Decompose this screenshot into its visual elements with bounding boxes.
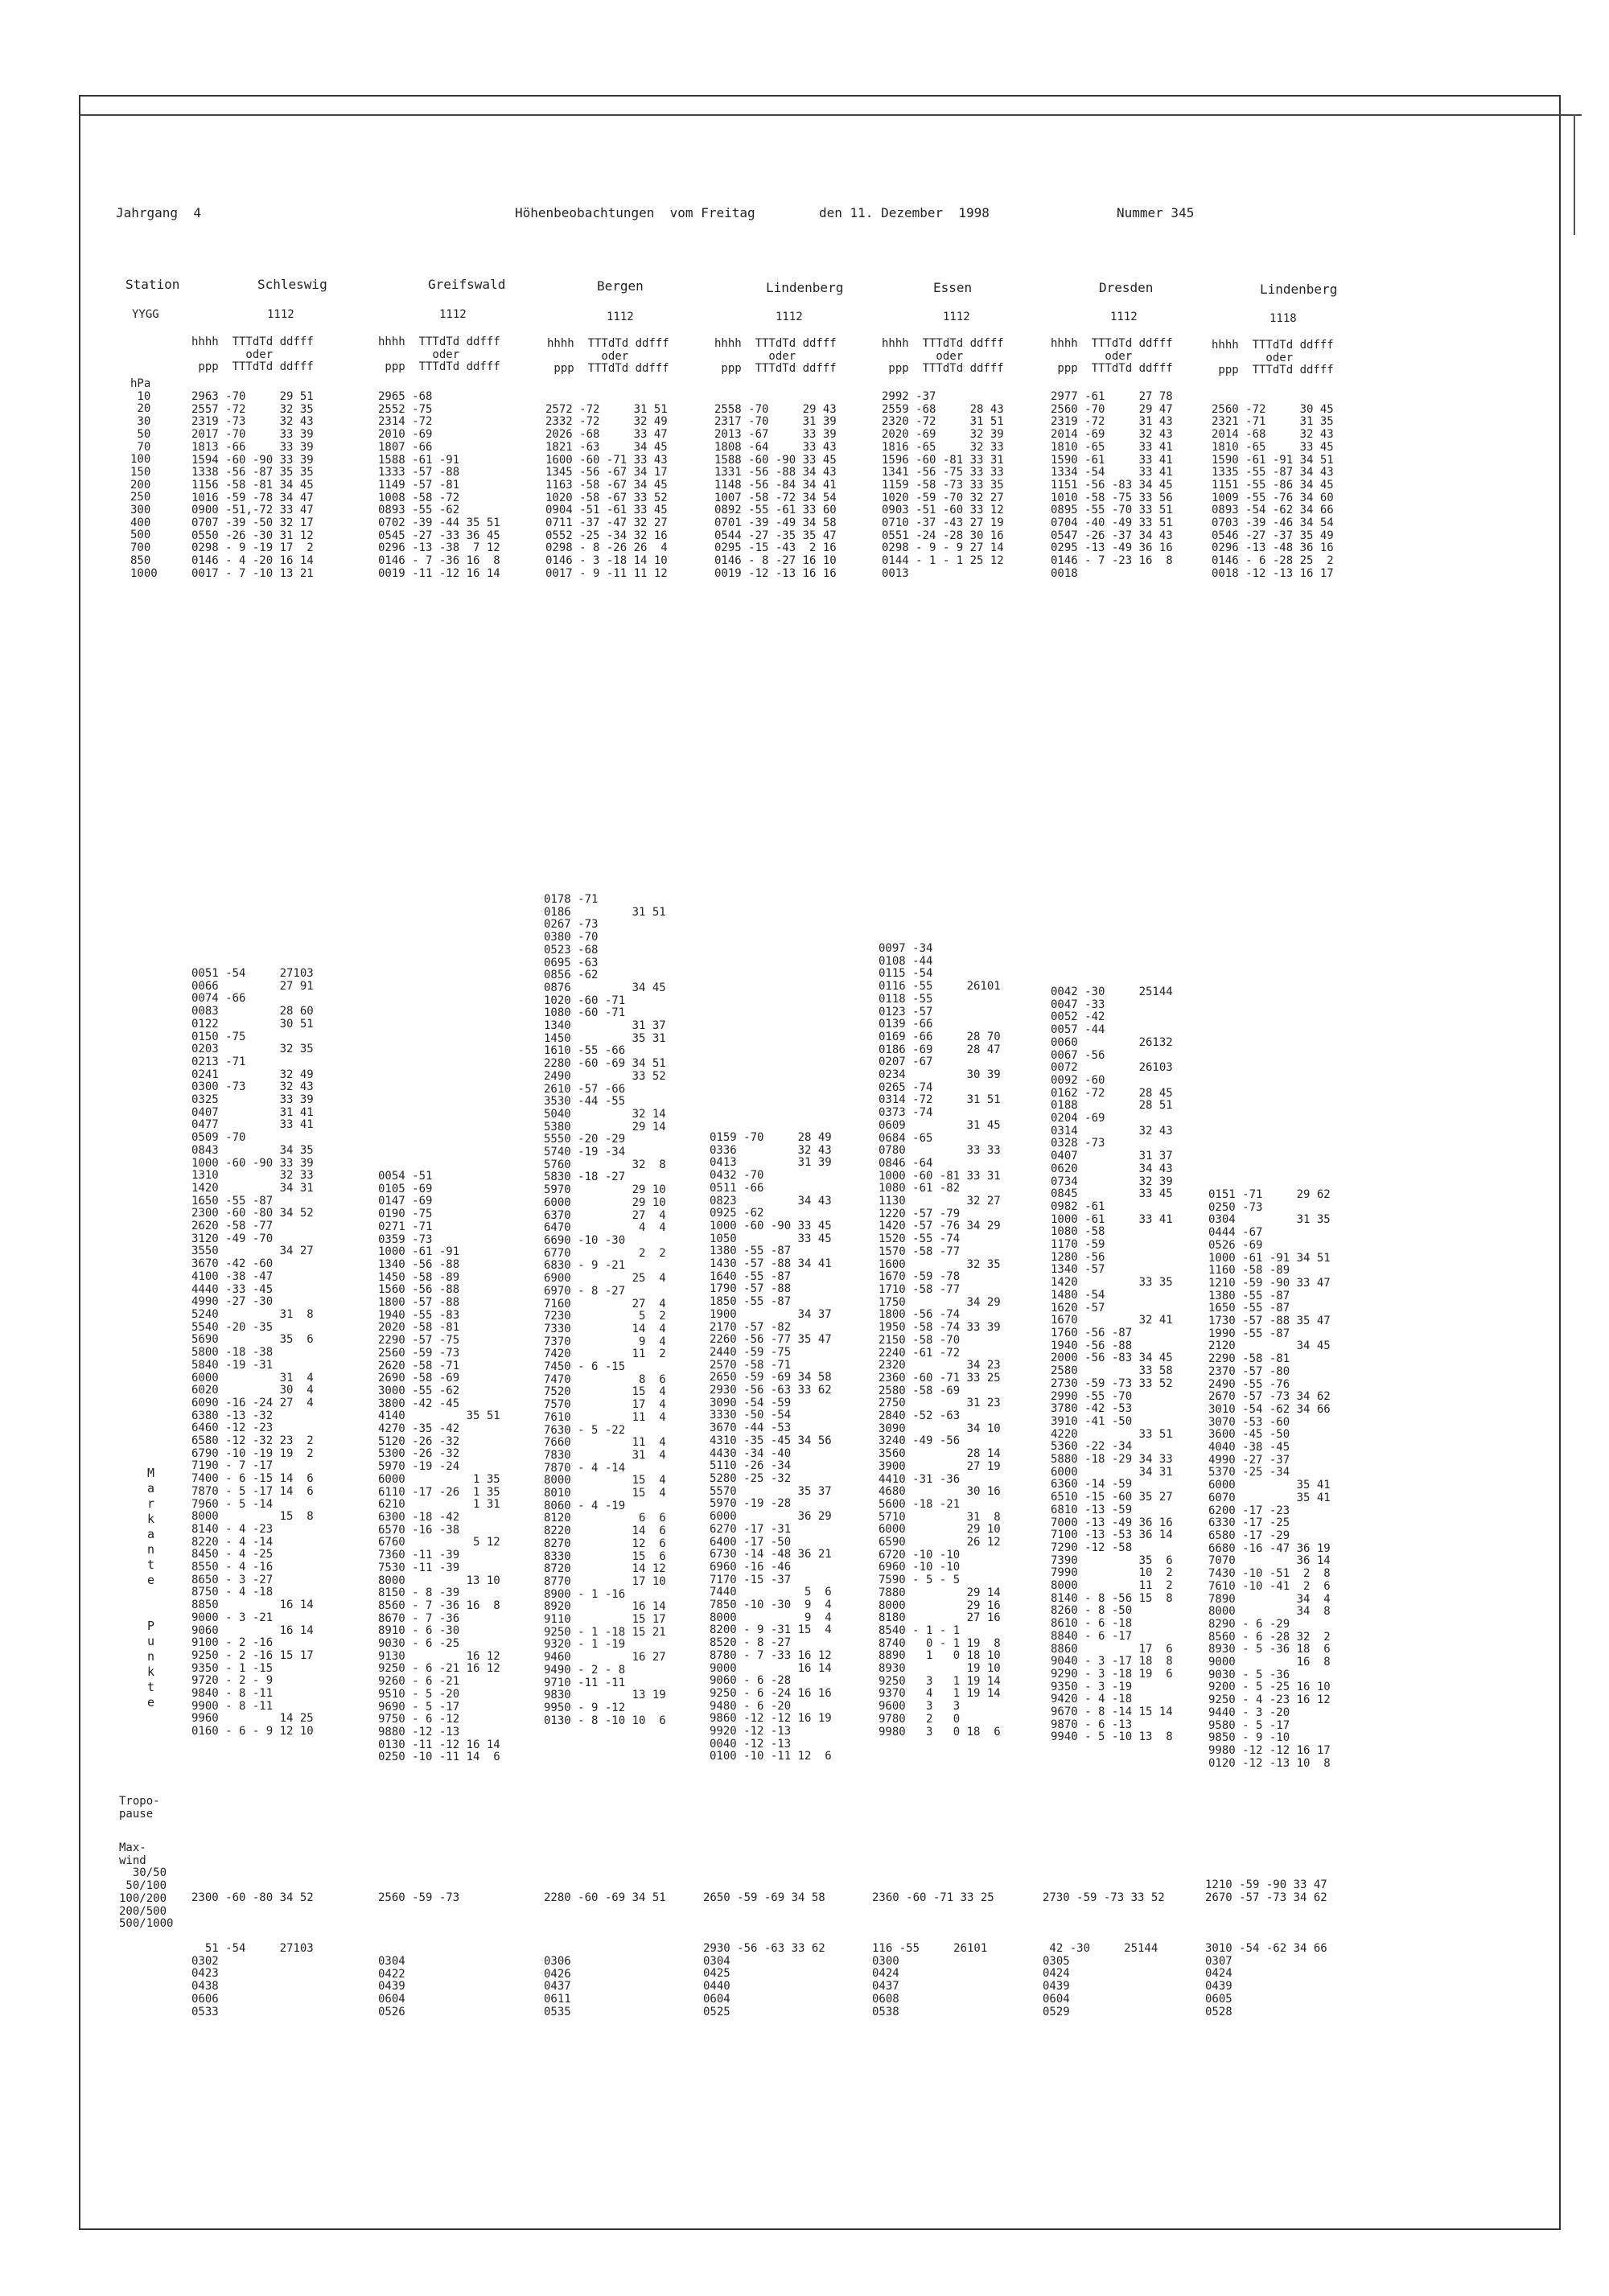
station-name-dresden: Dresden [1099,280,1154,295]
jahrgang-label: Jahrgang 4 [116,205,201,220]
significant-levels-essen: 0097 -34 0108 -44 0115 -54 0116 -55 26101 0118 -55 0123 -57 0139 -66 0169 -66 28 70 0186 -69 28 47 0207 -67 0234 30 39 0265 -74 0314 -72 31 51 0373 -74 0609 31 45 0684 -65 0780 33 33 0846 -64 1000 -60 -81 33 31 1080 -61 -82 1130 32 27 1220 -57 -79 1420 -57 -76 34 29 1520 -55 -74 1570 -58 -77 1600 32 35 1670 -59 -78 1710 -58 -77 1750 34 29 1800 -56 -74 1950 -58 -74 33 39 2150 -58 -70 2240 -61 -72 2320 34 23 2360 -60 -71 33 25 2580 -58 -69 2750 31 23 2840 -52 -63 3090 34 10 3240 -49 -56 3560 28 14 3900 27 19 4410 -31 -36 4680 30 16 5600 -18 -21 5710 31 8 6000 29 10 6590 26 12 6720 -10 -10 6960 -10 -10 7590 - 5 - 5 7880 29 14 8000 29 16 8180 27 16 8540 - 1 - 1 8740 0 - 1 19 8 8890 1 0 18 10 8930 19 10 9250 3 1 19 14 9370 4 1 19 14 9600 3 3 9780 2 0 9980 3 0 18 6 [879,942,1001,1738]
significant-levels-lindenberg: 0159 -70 28 49 0336 32 43 0413 31 39 0432 -70 0511 -66 0823 34 43 0925 -62 1000 -60 -90 33 45 1050 33 45 1380 -55 -87 1430 -57 -88 34 41 1640 -55 -87 1790 -57 -88 1850 -55 -87 1900 34 37 2170 -57 -82 2260 -56 -77 35 47 2440 -59 -75 2570 -58 -71 2650 -59 -69 34 58 2930 -56 -63 33 62 3090 -54 -59 3330 -50 -54 3670 -44 -53 4310 -35 -45 34 56 4430 -34 -40 5110 -26 -34 5280 -25 -32 5570 35 37 5970 -19 -28 6000 36 29 6270 -17 -31 6400 -17 -50 6730 -14 -48 36 21 6960 -16 -46 7170 -15 -37 7440 5 6 7850 -10 -30 9 4 8000 9 4 8200 - 9 -31 15 4 8520 - 8 -27 8780 - 7 -33 16 12 9000 16 14 9060 - 6 -28 9250 - 6 -24 16 16 9480 - 6 -20 9860 -12 -12 16 19 9920 -12 -13 0040 -12 -13 0100 -10 -11 12 6 [710,1131,832,1763]
station-time-lindenberg-1118: 1118 [1270,312,1297,325]
standard-levels-lindenberg-1118: 2560 -72 30 45 2321 -71 31 35 2014 -68 32 43 1810 -65 33 45 1590 -61 -91 34 51 1335 -55 -87 34 43 1151 -55 -86 34 45 1009 -55 -76 34 60 0893 -54 -62 34 66 0703 -39 -46 34 54 0546 -27 -37 35 49 0296 -13 -48 36 16 0146 - 6 -28 25 2 0018 -12 -13 16 17 [1212,402,1334,580]
pressure-level-labels: hPa 10 20 30 50 70 100 150 200 250 300 400 500 700 850 1000 [130,377,158,580]
right-rule [1574,114,1575,235]
column-header-essen: hhhh TTTdTd ddfff oder ppp TTTdTd ddfff [882,337,1004,376]
significant-levels-schleswig: 0051 -54 27103 0066 27 91 0074 -66 0083 28 60 0122 30 51 0150 -75 0203 32 35 0213 -71 0241 32 49 0300 -73 32 43 0325 33 39 0407 31 41 0477 33 41 0509 -70 0843 34 35 1000 -60 -90 33 39 1310 32 33 1420 34 31 1650 -55 -87 2300 -60 -80 34 52 2620 -58 -77 3120 -49 -70 3550 34 27 3670 -42 -60 4100 -38 -47 4440 -33 -45 4990 -27 -30 5240 31 8 5540 -20 -35 5690 35 6 5800 -18 -38 5840 -19 -31 6000 31 4 6020 30 4 6090 -16 -24 27 4 6380 -13 -32 6460 -12 -23 6580 -12 -32 23 2 6790 -10 -19 19 2 7190 - 7 -17 7400 - 6 -15 14 6 7870 - 5 -17 14 6 7960 - 5 -14 8000 15 8 8140 - 4 -23 8220 - 4 -14 8450 - 4 -25 8550 - 4 -16 8650 - 3 -27 8750 - 4 -18 8850 16 14 9000 - 3 -21 9060 16 14 9100 - 2 -16 9250 - 2 -16 15 17 9350 - 1 -15 9720 - 2 - 9 9840 - 8 -11 9900 - 8 -11 9960 14 25 0160 - 6 - 9 12 10 [191,967,314,1738]
page-title: Höhenbeobachtungen vom Freitag [515,205,755,220]
station-time-essen: 1112 [943,311,970,323]
standard-levels-dresden: 2977 -61 27 78 2560 -70 29 47 2319 -72 31 43 2014 -69 32 43 1810 -65 33 41 1590 -61 33 41 1334 -54 33 41 1151 -56 -83 34 45 1010 -58 -75 33 56 0895 -55 -70 33 51 0704 -40 -49 33 51 0547 -26 -37 34 43 0295 -13 -49 36 16 0146 - 7 -23 16 8 0018 [1051,390,1173,580]
maxwind-bergen: 0306 0426 0437 0611 0535 [544,1955,571,2018]
marked-points-label: M a r k a n t e P u n k t e [147,1466,155,1710]
standard-levels-essen: 2992 -37 2559 -68 28 43 2320 -72 31 51 2020 -69 32 39 1816 -65 32 33 1596 -60 -81 33 31 1341 -56 -75 33 33 1159 -58 -73 33 35 1020 -59 -70 32 27 0903 -51 -60 33 12 0710 -37 -43 27 19 0551 -24 -28 30 16 0298 - 9 - 9 27 14 0144 - 1 - 1 25 12 0013 [882,390,1004,580]
standard-levels-bergen: 2572 -72 31 51 2332 -72 32 49 2026 -68 33 47 1821 -63 34 45 1600 -60 -71 33 43 1345 -56 -67 34 17 1163 -58 -67 34 45 1020 -58 -67 33 52 0904 -51 -61 33 45 0711 -37 -47 32 27 0552 -25 -34 32 16 0298 - 8 -26 26 4 0146 - 3 -18 14 10 0017 - 9 -11 11 12 [545,402,668,580]
standard-levels-lindenberg: 2558 -70 29 43 2317 -70 31 39 2013 -67 33 39 1808 -64 33 43 1588 -60 -90 33 45 1331 -56 -88 34 43 1148 -56 -84 34 41 1007 -58 -72 34 54 0892 -55 -61 33 60 0701 -39 -49 34 58 0544 -27 -35 35 47 0295 -15 -43 2 16 0146 - 8 -27 16 10 0019 -12 -13 16 16 [714,402,837,580]
maxwind-essen: 116 -55 26101 0300 0424 0437 0608 0538 [872,1942,988,2018]
standard-levels-greifswald: 2965 -68 2552 -75 2314 -72 2010 -69 1807 -66 1588 -61 -91 1333 -57 -88 1149 -57 -81 1008 -58 -72 0893 -55 -62 0702 -39 -44 35 51 0545 -27 -33 36 45 0296 -13 -38 7 12 0146 - 7 -36 16 8 0019 -11 -12 16 14 [378,390,500,580]
issue-number: Nummer 345 [1117,205,1195,220]
yygg-label: YYGG [132,308,159,321]
station-time-dresden: 1112 [1110,311,1138,323]
maxwind-lindenberg-1118: 3010 -54 -62 34 66 0307 0424 0439 0605 0528 [1205,1942,1327,2018]
significant-levels-dresden: 0042 -30 25144 0047 -33 0052 -42 0057 -44 0060 26132 0067 -56 0072 26103 0092 -60 0162 -72 28 45 0188 28 51 0204 -69 0314 32 43 0328 -73 0407 31 37 0620 34 43 0734 32 39 0845 33 45 0982 -61 1000 -61 33 41 1080 -58 1170 -59 1280 -56 1340 -57 1420 33 35 1480 -54 1620 -57 1670 32 41 1760 -56 -87 1940 -56 -88 2000 -56 -83 34 45 2580 33 58 2730 -59 -73 33 52 2990 -55 -70 3780 -42 -53 3910 -41 -50 4220 33 51 5360 -22 -34 5880 -18 -29 34 33 6000 34 31 6360 -14 -59 6510 -15 -60 35 27 6810 -13 -59 7000 -13 -49 36 16 7100 -13 -53 36 14 7290 -12 -58 7390 35 6 7990 10 2 8000 11 2 8140 - 8 -56 15 8 8260 - 8 -50 8610 - 6 -18 8840 - 6 -17 8860 17 6 9040 - 3 -17 18 8 9290 - 3 -18 19 6 9350 - 3 -19 9420 - 4 -18 9670 - 8 -14 15 14 9870 - 6 -13 9940 - 5 -10 13 8 [1051,985,1173,1744]
standard-levels-schleswig: 2963 -70 29 51 2557 -72 32 35 2319 -73 32 43 2017 -70 33 39 1813 -66 33 39 1594 -60 -90 33 39 1338 -56 -87 35 35 1156 -58 -81 34 45 1016 -59 -78 34 47 0900 -51,-72 33 47 0707 -39 -50 32 17 0550 -26 -30 31 12 0298 - 9 -19 17 2 0146 - 4 -20 16 14 0017 - 7 -10 13 21 [191,390,314,580]
date-label: den 11. Dezember 1998 [819,205,990,220]
station-name-essen: Essen [933,280,973,295]
column-header-bergen: hhhh TTTdTd ddfff oder ppp TTTdTd ddfff [547,337,669,376]
significant-levels-lindenberg-1118: 0151 -71 29 62 0250 -73 0304 31 35 0444 -67 0526 -69 1000 -61 -91 34 51 1160 -58 -89 1210 -59 -90 33 47 1380 -55 -87 1650 -55 -87 1730 -57 -88 35 47 1990 -55 -87 2120 34 45 2290 -58 -81 2370 -57 -80 2490 -55 -76 2670 -57 -73 34 62 3010 -54 -62 34 66 3070 -53 -60 3600 -45 -50 4040 -38 -45 4990 -27 -37 5370 -25 -34 6000 35 41 6070 35 41 6200 -17 -23 6330 -17 -25 6580 -17 -29 6680 -16 -47 36 19 7070 36 14 7430 -10 -51 2 8 7610 -10 -41 2 6 7890 34 4 8000 34 8 8290 - 6 -29 8560 - 6 -28 32 2 8930 - 5 -36 18 6 9000 16 8 9030 - 5 -36 9200 - 5 -25 16 10 9250 - 4 -23 16 12 9440 - 3 -20 9580 - 5 -17 9850 - 9 -10 9980 -12 -12 16 17 0120 -12 -13 10 8 [1208,1188,1331,1770]
column-header-dresden: hhhh TTTdTd ddfff oder ppp TTTdTd ddfff [1051,337,1173,376]
station-time-lindenberg: 1112 [776,311,803,323]
tropopause-lindenberg: 2650 -59 -69 34 58 [703,1891,825,1904]
column-header-lindenberg-1118: hhhh TTTdTd ddfff oder ppp TTTdTd ddfff [1212,339,1334,377]
tropopause-dresden: 2730 -59 -73 33 52 [1043,1891,1165,1904]
tropopause-label: Tropo- pause [119,1795,160,1821]
column-header-lindenberg: hhhh TTTdTd ddfff oder ppp TTTdTd ddfff [714,337,837,376]
station-time-greifswald: 1112 [439,308,467,321]
station-name-greifswald: Greifswald [428,277,506,292]
maxwind-greifswald: 0304 0422 0439 0604 0526 [378,1955,405,2018]
maxwind-lindenberg: 2930 -56 -63 33 62 0304 0425 0440 0604 0525 [703,1942,825,2018]
significant-levels-greifswald: 0054 -51 0105 -69 0147 -69 0190 -75 0271 -71 0359 -73 1000 -61 -91 1340 -56 -88 1450 -58 -89 1560 -56 -88 1800 -57 -88 1940 -55 -83 2020 -58 -81 2290 -57 -75 2560 -59 -73 2620 -58 -71 2690 -58 -69 3000 -55 -62 3800 -42 -45 4140 35 51 4270 -35 -42 5120 -26 -32 5300 -26 -32 5970 -19 -24 6000 1 35 6110 -17 -26 1 35 6210 1 31 6300 -18 -42 6570 -16 -38 6760 5 12 7360 -11 -39 7530 -11 -39 8000 13 10 8150 - 8 -39 8560 - 7 -36 16 8 8670 - 7 -36 8910 - 6 -30 9030 - 6 -25 9130 16 12 9250 - 6 -21 16 12 9260 - 6 -21 9510 - 5 -20 9690 - 5 -17 9750 - 6 -12 9880 -12 -13 0130 -11 -12 16 14 0250 -10 -11 14 6 [378,1170,500,1764]
tropopause-lindenberg-1118: 1210 -59 -90 33 47 2670 -57 -73 34 62 [1205,1878,1327,1904]
station-name-schleswig: Schleswig [257,277,327,292]
significant-levels-bergen: 0178 -71 0186 31 51 0267 -73 0380 -70 0523 -68 0695 -63 0856 -62 0876 34 45 1020 -60 -71 1080 -60 -71 1340 31 37 1450 35 31 1610 -55 -66 2280 -60 -69 34 51 2490 33 52 2610 -57 -66 3530 -44 -55 5040 32 14 5380 29 14 5550 -20 -29 5740 -19 -34 5760 32 8 5830 -18 -27 5970 29 10 6000 29 10 6370 27 4 6470 4 4 6690 -10 -30 6770 2 2 6830 - 9 -21 6900 25 4 6970 - 8 -27 7160 27 4 7230 5 2 7330 14 4 7370 9 4 7420 11 2 7450 - 6 -15 7470 8 6 7520 15 4 7570 17 4 7610 11 4 7630 - 5 -22 7660 11 4 7830 31 4 7870 - 4 -14 8000 15 4 8010 15 4 8060 - 4 -19 8120 6 6 8220 14 6 8270 12 6 8330 15 6 8720 14 12 8770 17 10 8900 - 1 -16 8920 16 14 9110 15 17 9250 - 1 -18 15 21 9320 - 1 -19 9460 16 27 9490 - 2 - 8 9710 -11 -11 9830 13 19 9950 - 9 -12 0130 - 8 -10 10 6 [544,893,666,1727]
tropopause-bergen: 2280 -60 -69 34 51 [544,1891,666,1904]
maxwind-dresden: 42 -30 25144 0305 0424 0439 0604 0529 [1043,1942,1158,2018]
station-name-lindenberg-1118: Lindenberg [1260,282,1338,297]
station-time-bergen: 1112 [607,311,634,323]
station-time-schleswig: 1112 [267,308,294,321]
tropopause-schleswig: 2300 -60 -80 34 52 [191,1891,314,1904]
maxwind-label: Max- wind 30/50 50/100 100/200 200/500 500/1000 [119,1841,174,1931]
tropopause-essen: 2360 -60 -71 33 25 [872,1891,994,1904]
tropopause-greifswald: 2560 -59 -73 [378,1891,460,1904]
maxwind-schleswig: 51 -54 27103 0302 0423 0438 0606 0533 [191,1942,314,2018]
top-rule [79,114,1582,116]
column-header-schleswig: hhhh TTTdTd ddfff oder ppp TTTdTd ddfff [191,335,314,374]
station-name-lindenberg: Lindenberg [766,280,844,295]
station-label: Station [126,277,180,292]
column-header-greifswald: hhhh TTTdTd ddfff oder ppp TTTdTd ddfff [378,335,500,374]
station-name-bergen: Bergen [597,278,644,294]
